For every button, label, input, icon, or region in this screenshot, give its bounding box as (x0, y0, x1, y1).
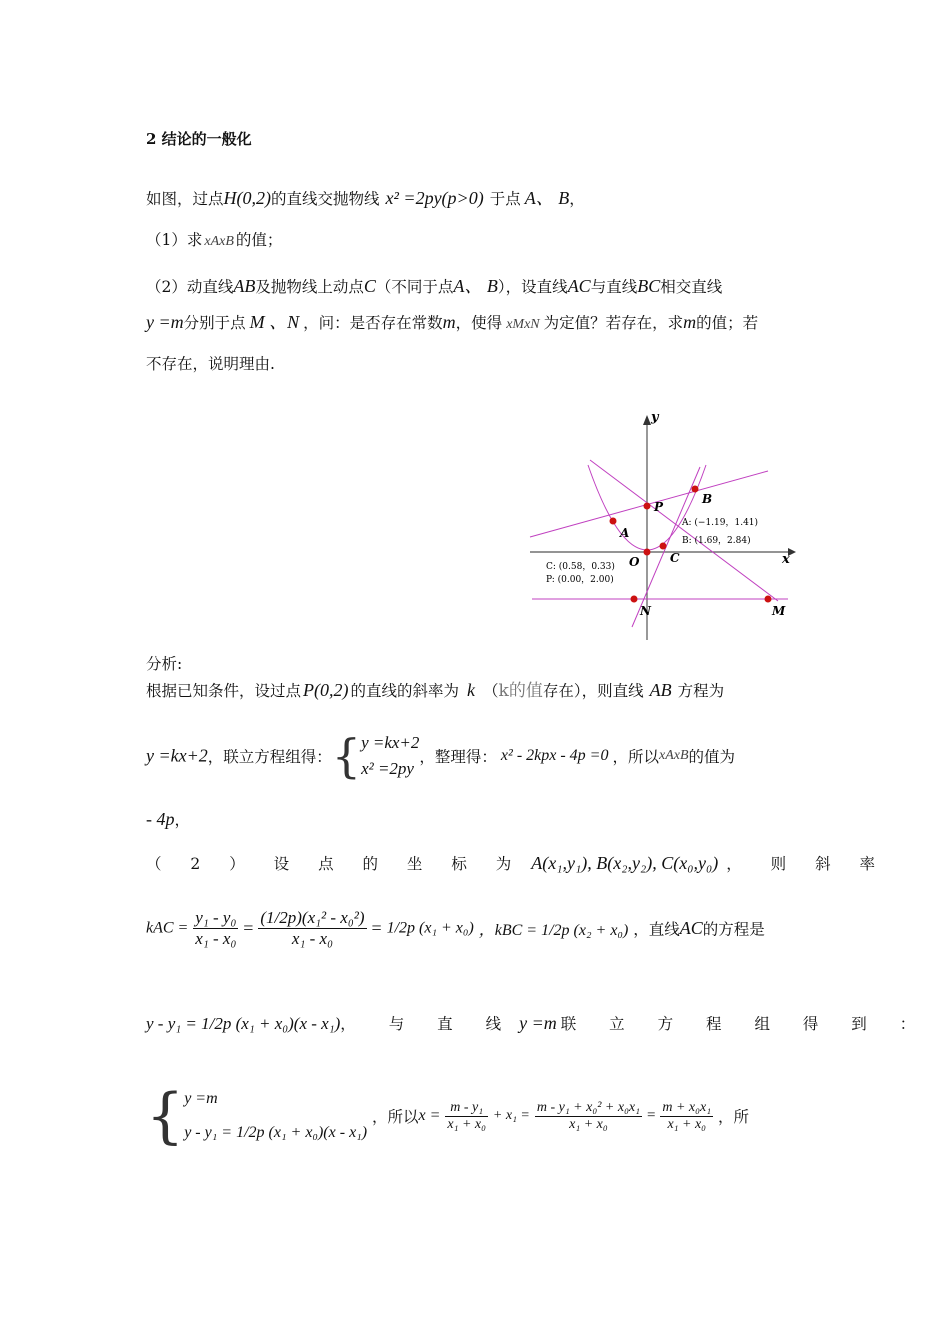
numerator: y₁ - y₀ (195, 908, 237, 927)
slope-bc: ，kBC = 1/2p (x₂ + x₀) (478, 922, 629, 939)
k-value: k的值 (498, 681, 543, 701)
text: （2）动直线 (146, 278, 234, 296)
point-c-marker (660, 543, 667, 550)
text: 的值； (235, 231, 283, 249)
text: ， 则 斜 率 (726, 855, 888, 873)
slope-ac-result: 1/2p (x₁ + x₀) (386, 919, 474, 937)
analysis-line-2 (146, 730, 735, 782)
section-title: 2 结论的一般化 (146, 130, 252, 148)
text: 的直线交抛物线 (271, 190, 380, 208)
points-ab: A、 B (524, 188, 570, 208)
fraction (660, 1100, 713, 1133)
numerator: m + x₀x₁ (662, 1099, 712, 1115)
analysis-line-7 (146, 1082, 749, 1150)
brace-icon: { (146, 1081, 185, 1151)
line-bc: BC (637, 276, 661, 296)
problem-line-1 (146, 184, 585, 210)
text: ，使得 (455, 314, 503, 332)
point-b-label: B (702, 492, 713, 506)
text: 于点 (489, 190, 521, 208)
point-p-label: P (654, 500, 664, 514)
text: （ (483, 682, 499, 700)
text: ，整理得： (419, 748, 497, 766)
line-ac: AC (567, 276, 591, 296)
coord-c-label: C: (0.58，0.33) (546, 562, 615, 572)
point-p-marker (644, 503, 651, 510)
system-eq-2: y - y₁ = 1/2p (x₁ + x₀)(x - x₁) (184, 1124, 368, 1141)
const-m: m (442, 312, 456, 332)
line-equation: y =kx+2 (146, 745, 208, 766)
text: 存在），则直线 (542, 682, 644, 700)
quadratic-equation: x² - 2kpx - 4p =0 (500, 747, 609, 764)
fraction (445, 1100, 488, 1133)
line-ab: AB (649, 680, 672, 700)
text: （不同于点 (375, 278, 454, 296)
point-b-marker (692, 486, 699, 493)
equals: = (243, 918, 254, 938)
equation-system (361, 730, 419, 782)
slope-k: k (467, 680, 476, 700)
product-value: - 4p (146, 809, 175, 829)
equals: = (371, 918, 382, 938)
denominator: x₁ + x₀ (569, 1116, 608, 1132)
points-coordinates: A(x₁,y₁), B(x₂,y₂), C(x₀,y₀) (531, 853, 719, 873)
parabola-figure (520, 405, 800, 645)
point-a-label: A (620, 526, 630, 540)
point-h-expr: H(0,2) (223, 188, 272, 208)
text: 及抛物线上动点 (255, 278, 364, 296)
text: ， 与 直 线 (340, 1015, 516, 1033)
fraction (535, 1100, 642, 1133)
text: 的方程是 (702, 920, 765, 939)
text: ，问：是否存在常数 (303, 314, 443, 332)
plus-x1: + x₁ = (492, 1108, 530, 1123)
text: ），设直线 (497, 278, 568, 296)
fraction (193, 908, 238, 949)
analysis-label: 分析: (146, 655, 183, 673)
y-axis-arrow-icon (643, 415, 651, 425)
text: 方程为 (677, 682, 725, 700)
text: ，所以 (612, 748, 659, 766)
text: 为定值？若存在，求 (543, 314, 684, 332)
x-axis-label: x (782, 552, 790, 567)
text: 如图，过点 (146, 190, 224, 208)
analysis-line-6 (146, 1012, 929, 1034)
point-n-marker (631, 596, 638, 603)
text: ，所 (718, 1108, 750, 1126)
x-equals: x = (418, 1107, 441, 1124)
line-ac: AC (679, 918, 703, 938)
analysis-line-1 (146, 676, 724, 701)
question-2-line-3: 不存在，说明理由. (146, 355, 275, 373)
numerator: (1/2p)(x₁² - x₀²) (260, 908, 365, 927)
y-axis-label: y (651, 410, 659, 425)
point-n-label: N (640, 604, 651, 618)
slope-ac: kAC = (146, 919, 189, 937)
point-m-marker (765, 596, 772, 603)
question-2-line-2 (146, 308, 758, 334)
point-o-label: O (629, 555, 640, 569)
xa-xb-expr: xAxB (659, 748, 689, 763)
equals: = (646, 1107, 656, 1124)
line-ab: AB (233, 276, 256, 296)
text: 的值；若 (696, 314, 759, 332)
xm-xn-expr: xMxN (506, 317, 540, 332)
coord-a-label: A: (−1.19，1.41) (682, 518, 759, 528)
line-y-m: y =m (146, 312, 184, 332)
text: 的值为 (688, 748, 736, 766)
point-a-marker (610, 518, 617, 525)
line-ac-equation: y - y₁ = 1/2p (x₁ + x₀)(x - x₁) (146, 1014, 341, 1033)
text: （1）求 (146, 231, 203, 249)
question-1 (146, 228, 282, 250)
point-c-label: C (670, 551, 680, 565)
parabola-expr: x² =2py(p>0) (385, 188, 484, 208)
denominator: x₁ + x₀ (667, 1116, 707, 1132)
point-m-label: M (772, 604, 786, 618)
point-c: C (363, 276, 376, 296)
coord-p-label: P: (0.00，2.00) (546, 575, 614, 585)
equation-system (184, 1082, 367, 1150)
text: ，直线 (633, 920, 680, 939)
system-eq-2: x² =2py (361, 759, 414, 778)
fraction (258, 908, 366, 949)
xa-xb-expr: xAxB (204, 234, 234, 249)
denominator: x₁ - x₀ (195, 929, 237, 948)
text: ，联立方程组得： (207, 748, 332, 766)
text: 联 立 方 程 组 得 到 ： (560, 1015, 930, 1033)
numerator: m - y₁ (445, 1100, 488, 1117)
text: 分别于点 (183, 314, 246, 332)
denominator: x₁ - x₀ (291, 929, 333, 948)
text: 与直线 (590, 278, 638, 296)
system-eq-1: y =m (184, 1090, 218, 1107)
numerator: m - y₁ + x₀² + x₀x₁ (536, 1099, 641, 1115)
analysis-line-5 (146, 908, 765, 949)
denominator: x₁ + x₀ (447, 1116, 486, 1132)
point-p-expr: P(0,2) (303, 680, 349, 700)
text: ， (569, 190, 585, 208)
text: 相交直线 (660, 278, 723, 296)
const-m: m (683, 312, 697, 332)
system-eq-1: y =kx+2 (361, 733, 420, 752)
text: ， (174, 811, 191, 829)
points-ab: A、 B (453, 276, 498, 296)
line-y-m: y =m (519, 1013, 557, 1033)
text: 根据已知条件，设过点 (146, 682, 302, 700)
brace-icon: { (331, 729, 362, 783)
question-2-line-1 (146, 272, 722, 298)
text: 的直线的斜率为 (350, 682, 460, 700)
analysis-line-4 (146, 852, 887, 874)
analysis-line-3 (146, 808, 190, 830)
point-o-marker (644, 549, 651, 556)
text: ，所以 (372, 1108, 419, 1126)
text: （ 2 ） 设 点 的 坐 标 为 (146, 855, 524, 873)
points-mn: M 、N (249, 312, 300, 332)
coord-b-label: B: (1.69，2.84) (682, 536, 751, 546)
